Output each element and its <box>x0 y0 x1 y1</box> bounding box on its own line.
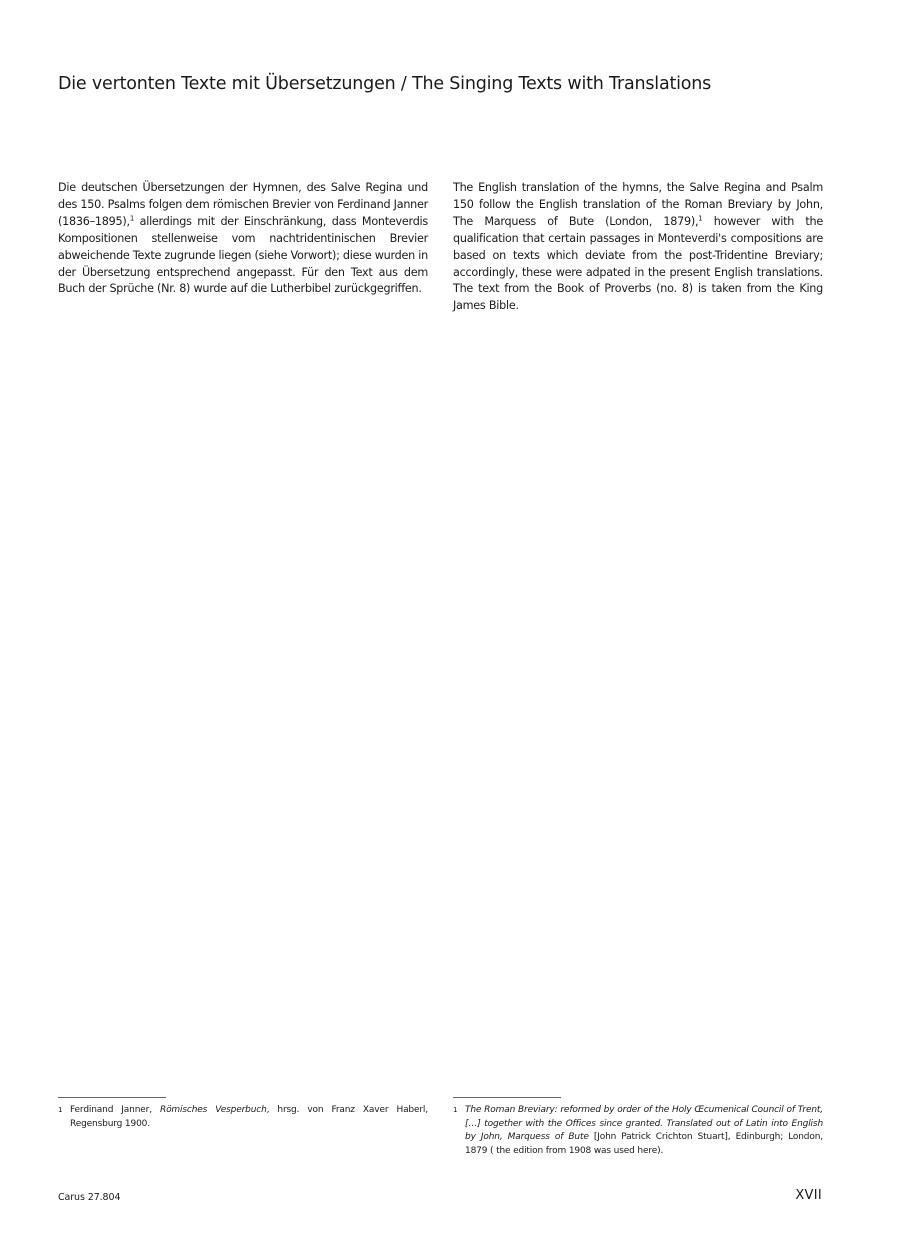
german-text-start: Die deutschen Übersetzungen der Hymnen, des Salve Regina und des 150. Psalms folgen dem römischen Brevier von Ferdinand Janner (1836–1895), <box>58 181 428 228</box>
english-text-end: however with the qualification that certain passages in Monteverdi's compositions are based on texts which deviate from the post-Tridentine Breviary; accordingly, these were adpated in the present English translations. The text from the Book of Proverbs (no. 8) is taken from the King James Bible. <box>453 214 823 313</box>
footnote-title: Römisches Vesperbuch <box>159 1105 267 1115</box>
footnote-reference[interactable]: 1 <box>129 214 135 223</box>
footnote-german <box>58 1104 428 1131</box>
german-text-end: allerdings mit der Einschränkung, dass Monteverdis Kompositionen stellenweise vom nachtridentinischen Brevier abweichende Texte zugrunde liegen (siehe Vorwort); diese wurden in der Übersetzung entsprechend angepasst. Für den Text aus dem Buch der Sprüche (Nr. 8) wurde auf die Lutherbibel zurückgegriffen. <box>58 214 428 296</box>
german-paragraph <box>58 180 428 298</box>
page-number: XVII <box>795 1188 822 1203</box>
page-title: Die vertonten Texte mit Übersetzungen / The Singing Texts with Translations <box>58 74 712 94</box>
footnote-reference[interactable]: 1 <box>698 214 703 223</box>
footnote-divider <box>58 1097 166 1098</box>
footnote-english <box>453 1104 823 1158</box>
footnote-body <box>465 1104 823 1158</box>
footnote-mark: 1 <box>58 1106 63 1114</box>
publisher-reference: Carus 27.804 <box>58 1192 121 1203</box>
footnote-divider <box>453 1097 561 1098</box>
footnote-details: , hrsg. von Franz Xaver Haberl, Regensburg 1900. <box>70 1105 428 1129</box>
footnote-mark: 1 <box>453 1106 458 1114</box>
footnote-body <box>70 1104 428 1131</box>
footnote-details: [John Patrick Crichton Stuart], Edinburgh; London, 1879 ( the edition from 1908 was used here). <box>465 1132 823 1156</box>
english-text-start: The English translation of the hymns, the Salve Regina and Psalm 150 follow the English translation of the Roman Breviary by John, The Marquess of Bute (London, 1879), <box>453 181 823 228</box>
footnote-title: The Roman Breviary: reformed by order of the Holy Œcumenical Council of Trent, […] together with the Offices since granted. Translated out of Latin into English by John, Marquess of Bute <box>465 1105 823 1142</box>
english-paragraph <box>453 180 823 315</box>
footnote-author: Ferdinand Janner, <box>70 1105 160 1115</box>
